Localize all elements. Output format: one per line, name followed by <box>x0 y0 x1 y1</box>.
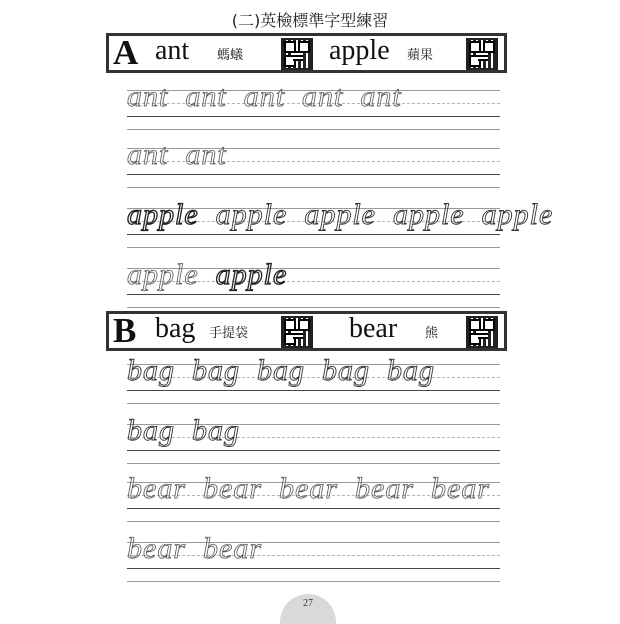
trace-word: apple <box>215 258 288 291</box>
trace-words <box>127 258 304 292</box>
trace-word: bag <box>192 414 240 447</box>
practice-row <box>127 412 500 468</box>
trace-word: bear <box>279 472 338 505</box>
trace-word: bag <box>387 354 435 387</box>
trace-word: ant <box>243 80 286 113</box>
vocab-word-1: bag <box>155 313 196 344</box>
trace-words <box>127 354 452 388</box>
section-letter: B <box>113 311 137 350</box>
vocab-word-1-chinese: 螞蟻 <box>217 48 244 63</box>
practice-row <box>127 196 554 252</box>
page-number: 27 <box>303 598 313 609</box>
vocab-word-2: bear <box>349 313 398 344</box>
trace-words <box>127 472 507 506</box>
trace-word: bear <box>127 532 186 565</box>
trace-word: apple <box>127 258 199 291</box>
trace-word: ant <box>185 138 227 171</box>
trace-word: apple <box>481 198 554 231</box>
trace-word: bag <box>127 354 175 387</box>
trace-word: bear <box>431 472 490 505</box>
section-letter: A <box>113 33 139 72</box>
trace-word: bear <box>127 472 186 505</box>
practice-row <box>127 352 500 408</box>
trace-words <box>127 138 244 172</box>
trace-word: ant <box>127 80 169 113</box>
trace-words <box>127 198 570 232</box>
practice-row <box>127 256 500 312</box>
vocab-word-1: ant <box>155 35 190 66</box>
trace-word: ant <box>127 138 169 171</box>
trace-words <box>127 80 419 114</box>
trace-word: bag <box>192 354 240 387</box>
qr-code-icon[interactable] <box>281 316 313 348</box>
practice-row <box>127 78 500 134</box>
vocab-word-2: apple <box>329 35 390 66</box>
qr-code-icon[interactable] <box>281 38 313 70</box>
trace-word: bag <box>322 354 370 387</box>
section-b-header <box>106 311 507 351</box>
qr-code-icon[interactable] <box>466 316 498 348</box>
trace-word: ant <box>360 80 402 113</box>
trace-word: bear <box>203 472 262 505</box>
trace-word: apple <box>215 198 288 231</box>
trace-word: bear <box>203 532 262 565</box>
trace-words <box>127 532 279 566</box>
vocab-word-2-chinese: 熊 <box>425 326 439 341</box>
trace-word: ant <box>302 80 344 113</box>
trace-word: apple <box>392 198 465 231</box>
practice-row <box>127 136 500 192</box>
page-title: (二)英檢標準字型練習 <box>231 11 389 30</box>
trace-word: bag <box>127 414 175 447</box>
section-a-header <box>106 33 507 73</box>
practice-row <box>127 530 500 586</box>
vocab-word-1-chinese: 手提袋 <box>209 326 249 341</box>
trace-word: bear <box>355 472 414 505</box>
trace-word: bag <box>257 354 305 387</box>
trace-word: apple <box>127 198 199 231</box>
trace-word: apple <box>304 198 376 231</box>
trace-word: ant <box>185 80 227 113</box>
practice-row <box>127 470 500 526</box>
qr-code-icon[interactable] <box>466 38 498 70</box>
vocab-word-2-chinese: 蘋果 <box>407 48 434 63</box>
trace-words <box>127 414 257 448</box>
